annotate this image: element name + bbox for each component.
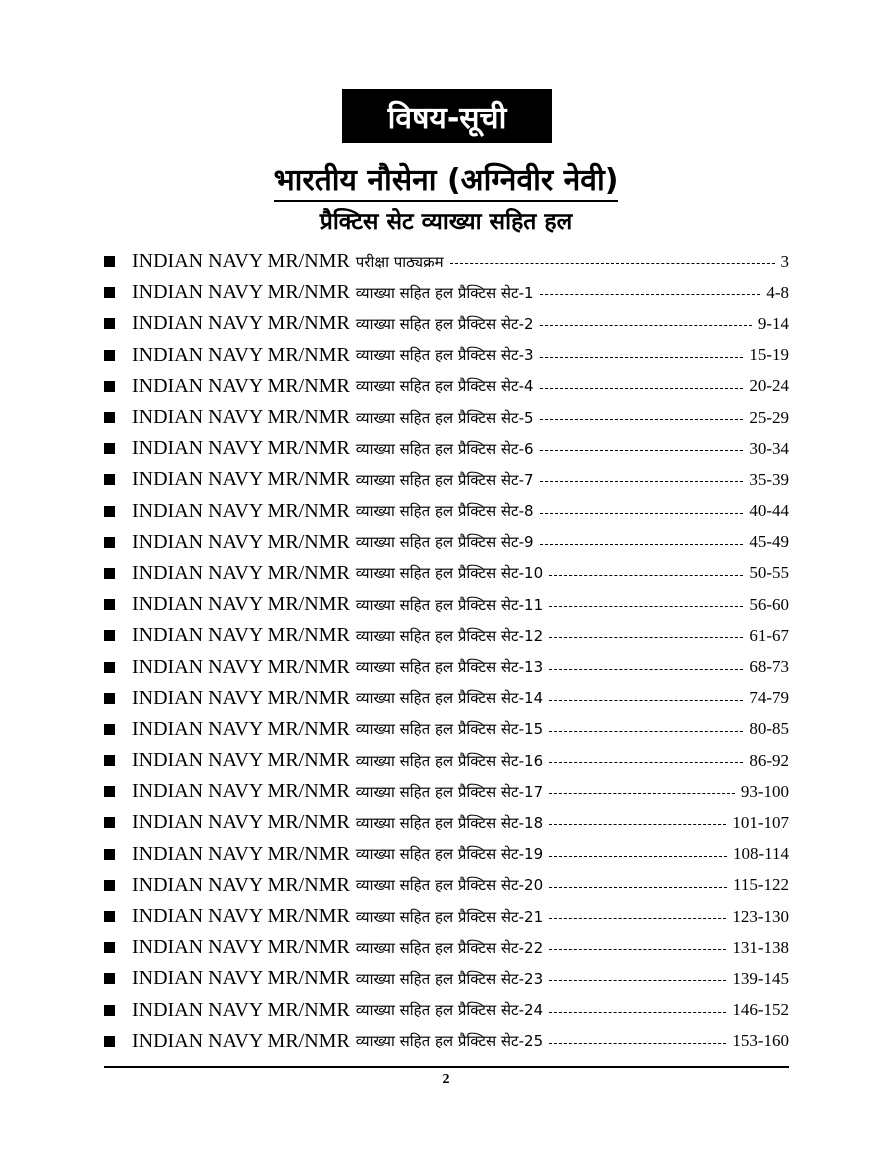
toc-entry-title: परीक्षा पाठ्यक्रम [355, 252, 444, 271]
square-bullet-icon [104, 506, 115, 517]
square-bullet-icon [104, 568, 115, 579]
toc-entry-title: व्याख्या सहित हल प्रैक्टिस सेट-1 [355, 283, 534, 302]
toc-entry [104, 558, 789, 589]
toc-entry-exam-name: INDIAN NAVY MR/NMR [132, 936, 350, 959]
toc-entry-exam-name: INDIAN NAVY MR/NMR [132, 312, 350, 335]
dot-leader [549, 776, 735, 807]
toc-entry-pages: 68-73 [749, 657, 789, 677]
dot-leader [540, 402, 744, 433]
toc-entry [104, 870, 789, 901]
toc-entry-exam-name: INDIAN NAVY MR/NMR [132, 624, 350, 647]
toc-entry-pages: 3 [780, 251, 789, 271]
dot-leader [549, 558, 743, 589]
toc-entry-exam-name: INDIAN NAVY MR/NMR [132, 905, 350, 928]
square-bullet-icon [104, 630, 115, 641]
dot-leader [549, 839, 727, 870]
dot-leader [450, 246, 775, 277]
square-bullet-icon [104, 318, 115, 329]
dot-leader [549, 995, 726, 1026]
toc-entry-exam-name: INDIAN NAVY MR/NMR [132, 998, 350, 1021]
dot-leader [540, 433, 744, 464]
toc-entry-exam-name: INDIAN NAVY MR/NMR [132, 281, 350, 304]
toc-entry-exam-name: INDIAN NAVY MR/NMR [132, 967, 350, 990]
dot-leader [549, 683, 743, 714]
toc-entry [104, 714, 789, 745]
toc-entry [104, 527, 789, 558]
contents-title-box [342, 89, 552, 143]
toc-entry-exam-name: INDIAN NAVY MR/NMR [132, 437, 350, 460]
toc-entry-exam-name: INDIAN NAVY MR/NMR [132, 406, 350, 429]
page-number: 2 [442, 1072, 450, 1087]
dot-leader [549, 652, 743, 683]
square-bullet-icon [104, 817, 115, 828]
toc-entry-exam-name: INDIAN NAVY MR/NMR [132, 1029, 350, 1052]
toc-entry-title: व्याख्या सहित हल प्रैक्टिस सेट-13 [355, 658, 544, 677]
toc-entry-exam-name: INDIAN NAVY MR/NMR [132, 499, 350, 522]
toc-entry-title: व्याख्या सहित हल प्रैक्टिस सेट-5 [355, 408, 534, 427]
toc-entry-exam-name: INDIAN NAVY MR/NMR [132, 749, 350, 772]
toc-entry-pages: 139-145 [732, 968, 789, 988]
toc-entry-title: व्याख्या सहित हल प्रैक्टिस सेट-17 [355, 782, 544, 801]
dot-leader [540, 464, 744, 495]
book-heading [0, 158, 892, 199]
toc-entry-exam-name: INDIAN NAVY MR/NMR [132, 655, 350, 678]
toc-entry-exam-name: INDIAN NAVY MR/NMR [132, 842, 350, 865]
square-bullet-icon [104, 786, 115, 797]
dot-leader [549, 932, 726, 963]
square-bullet-icon [104, 287, 115, 298]
toc-entry-title: व्याख्या सहित हल प्रैक्टिस सेट-24 [355, 1001, 544, 1020]
toc-entry [104, 807, 789, 838]
toc-entry [104, 651, 789, 682]
toc-entry-pages: 30-34 [749, 438, 789, 458]
toc-entry-exam-name: INDIAN NAVY MR/NMR [132, 686, 350, 709]
toc-entry-title: व्याख्या सहित हल प्रैक्टिस सेट-14 [355, 689, 544, 708]
toc-entry-pages: 45-49 [749, 532, 789, 552]
toc-entry [104, 277, 789, 308]
toc-entry-title: व्याख्या सहित हल प्रैक्टिस सेट-23 [355, 969, 544, 988]
toc-entry-pages: 9-14 [757, 313, 789, 333]
toc-entry [104, 496, 789, 527]
toc-entry-pages: 4-8 [766, 282, 789, 302]
toc-entry [104, 776, 789, 807]
toc-entry-pages: 80-85 [749, 719, 789, 739]
toc-entry [104, 1026, 789, 1057]
toc-entry-exam-name: INDIAN NAVY MR/NMR [132, 780, 350, 803]
toc-entry [104, 464, 789, 495]
toc-entry [104, 901, 789, 932]
toc-entry-pages: 74-79 [749, 688, 789, 708]
dot-leader [540, 340, 744, 371]
square-bullet-icon [104, 599, 115, 610]
toc-entry [104, 402, 789, 433]
footer-rule [104, 1066, 789, 1068]
toc-entry-title: व्याख्या सहित हल प्रैक्टिस सेट-10 [355, 564, 544, 583]
toc-entry-title: व्याख्या सहित हल प्रैक्टिस सेट-18 [355, 813, 544, 832]
toc-entry-title: व्याख्या सहित हल प्रैक्टिस सेट-9 [355, 533, 534, 552]
toc-entry-pages: 56-60 [749, 594, 789, 614]
toc-entry [104, 246, 789, 277]
toc-entry-pages: 115-122 [732, 875, 789, 895]
toc-entry [104, 745, 789, 776]
toc-entry-title: व्याख्या सहित हल प्रैक्टिस सेट-20 [355, 876, 544, 895]
toc-entry [104, 589, 789, 620]
contents-title: विषय-सूची [387, 100, 507, 136]
square-bullet-icon [104, 973, 115, 984]
toc-entry-exam-name: INDIAN NAVY MR/NMR [132, 873, 350, 896]
toc-entry-pages: 35-39 [749, 469, 789, 489]
toc-entry-title: व्याख्या सहित हल प्रैक्टिस सेट-21 [355, 907, 544, 926]
square-bullet-icon [104, 693, 115, 704]
toc-entry [104, 839, 789, 870]
square-bullet-icon [104, 412, 115, 423]
square-bullet-icon [104, 942, 115, 953]
toc-entry-title: व्याख्या सहित हल प्रैक्टिस सेट-12 [355, 626, 544, 645]
toc-entry-pages: 131-138 [732, 937, 789, 957]
toc-entry-exam-name: INDIAN NAVY MR/NMR [132, 561, 350, 584]
book-subheading: प्रैक्टिस सेट व्याख्या सहित हल [319, 209, 573, 235]
square-bullet-icon [104, 662, 115, 673]
dot-leader [549, 714, 743, 745]
toc-entry [104, 963, 789, 994]
toc-entry-pages: 40-44 [749, 501, 789, 521]
toc-entry-title: व्याख्या सहित हल प्रैक्टिस सेट-4 [355, 377, 534, 396]
square-bullet-icon [104, 755, 115, 766]
dot-leader [549, 963, 726, 994]
square-bullet-icon [104, 474, 115, 485]
toc-entry-pages: 86-92 [749, 750, 789, 770]
dot-leader [540, 277, 761, 308]
toc-entry-pages: 50-55 [749, 563, 789, 583]
dot-leader [540, 496, 744, 527]
toc-entry-exam-name: INDIAN NAVY MR/NMR [132, 374, 350, 397]
toc-entry-exam-name: INDIAN NAVY MR/NMR [132, 468, 350, 491]
toc-entry-pages: 146-152 [732, 1000, 789, 1020]
toc-entry-pages: 25-29 [749, 407, 789, 427]
toc-entry-exam-name: INDIAN NAVY MR/NMR [132, 343, 350, 366]
square-bullet-icon [104, 1036, 115, 1047]
toc-entry-title: व्याख्या सहित हल प्रैक्टिस सेट-19 [355, 845, 544, 864]
toc-entry-title: व्याख्या सहित हल प्रैक्टिस सेट-7 [355, 470, 534, 489]
toc-entry-pages: 15-19 [749, 345, 789, 365]
toc-entry [104, 433, 789, 464]
toc-entry [104, 683, 789, 714]
toc-entry-title: व्याख्या सहित हल प्रैक्टिस सेट-16 [355, 751, 544, 770]
square-bullet-icon [104, 256, 115, 267]
toc-entry-title: व्याख्या सहित हल प्रैक्टिस सेट-3 [355, 346, 534, 365]
toc-entry [104, 308, 789, 339]
square-bullet-icon [104, 443, 115, 454]
book-heading-text: भारतीय नौसेना (अग्निवीर नेवी) [274, 163, 619, 202]
toc-entry-exam-name: INDIAN NAVY MR/NMR [132, 530, 350, 553]
toc-entry-pages: 153-160 [732, 1031, 789, 1051]
toc-entry-title: व्याख्या सहित हल प्रैक्टिस सेट-22 [355, 938, 544, 957]
toc-entry-title: व्याख्या सहित हल प्रैक्टिस सेट-8 [355, 502, 534, 521]
toc-entry-pages: 123-130 [732, 906, 789, 926]
toc-entry-exam-name: INDIAN NAVY MR/NMR [132, 717, 350, 740]
square-bullet-icon [104, 849, 115, 860]
square-bullet-icon [104, 724, 115, 735]
toc-entry-title: व्याख्या सहित हल प्रैक्टिस सेट-25 [355, 1032, 544, 1051]
dot-leader [549, 807, 726, 838]
toc-entry-pages: 108-114 [732, 844, 789, 864]
dot-leader [540, 527, 744, 558]
dot-leader [549, 620, 743, 651]
square-bullet-icon [104, 381, 115, 392]
toc-entry [104, 620, 789, 651]
square-bullet-icon [104, 880, 115, 891]
toc-entry [104, 995, 789, 1026]
toc-entry-title: व्याख्या सहित हल प्रैक्टिस सेट-11 [355, 595, 544, 614]
dot-leader [549, 1026, 726, 1057]
toc-entry-pages: 20-24 [749, 376, 789, 396]
toc-entry-title: व्याख्या सहित हल प्रैक्टिस सेट-2 [355, 314, 534, 333]
dot-leader [549, 589, 743, 620]
toc-entry-exam-name: INDIAN NAVY MR/NMR [132, 811, 350, 834]
toc-entry-pages: 101-107 [732, 812, 789, 832]
dot-leader [549, 745, 743, 776]
toc-entry-title: व्याख्या सहित हल प्रैक्टिस सेट-6 [355, 439, 534, 458]
dot-leader [540, 371, 744, 402]
dot-leader [549, 870, 727, 901]
toc-entry-title: व्याख्या सहित हल प्रैक्टिस सेट-15 [355, 720, 544, 739]
square-bullet-icon [104, 350, 115, 361]
square-bullet-icon [104, 911, 115, 922]
toc-entry-pages: 93-100 [740, 781, 789, 801]
square-bullet-icon [104, 537, 115, 548]
dot-leader [549, 901, 726, 932]
square-bullet-icon [104, 1005, 115, 1016]
toc-entry [104, 340, 789, 371]
dot-leader [540, 308, 752, 339]
table-of-contents [104, 246, 789, 1057]
toc-entry-pages: 61-67 [749, 625, 789, 645]
toc-entry [104, 371, 789, 402]
toc-entry [104, 932, 789, 963]
toc-entry-exam-name: INDIAN NAVY MR/NMR [132, 250, 350, 273]
toc-entry-exam-name: INDIAN NAVY MR/NMR [132, 593, 350, 616]
